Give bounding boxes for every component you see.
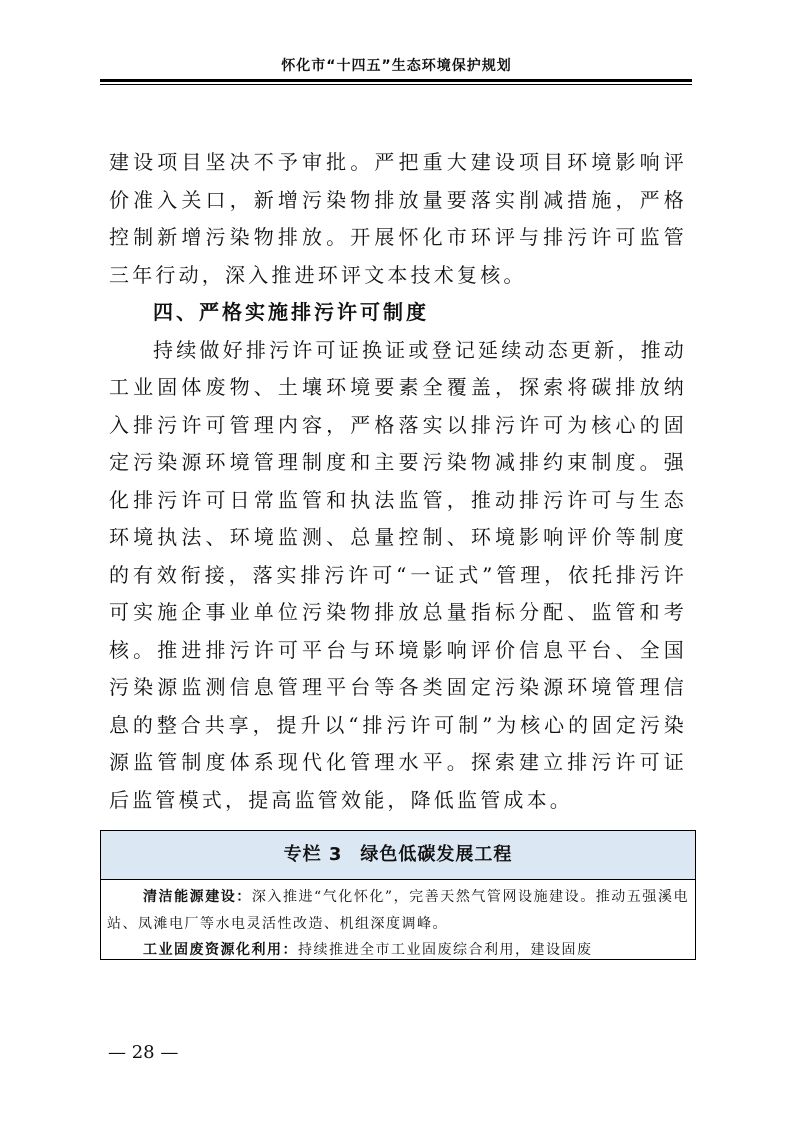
box-item-1-text: 深入推进“气化怀化”，完善天然气管网设施建设。推动五强溪电站、凤滩电厂等水电灵活性改造、机组深度调峰。: [107, 889, 689, 932]
body-paragraph-2: 持续做好排污许可证换证或登记延续动态更新，推动工业固体废物、土壤环境要素全覆盖，探索将碳排放纳入排污许可管理内容，严格落实以排污许可为核心的固定污染源环境管理制度和主要污染物减排约束制度。强化排污许可日常监管和执法监管，推动排污许可与生态环境执法、环境监测、总量控制、环境影响评价等制度的有效衔接，落实排污许可“一证式”管理，依托排污许可实施企事业单位污染物排放总量指标分配、监管和考核。推进排污许可平台与环境影响评价信息平台、全国污染源监测信息管理平台等各类固定污染源环境管理信息的整合共享，提升以“排污许可制”为核心的固定污染源监管制度体系现代化管理水平。探索建立排污许可证后监管模式，提高监管效能，降低监管成本。: [109, 337, 687, 812]
running-header-title: 怀化市“十四五”生态环境保护规划: [281, 58, 512, 74]
box-body: [101, 880, 695, 964]
sidebar-box: [100, 830, 696, 960]
main-content: [109, 144, 687, 819]
box-item-1-label: 清洁能源建设：: [143, 889, 252, 905]
box-item-1: [107, 884, 689, 937]
body-paragraph-1: 建设项目坚决不予审批。严把重大建设项目环境影响评价准入关口，新增污染物排放量要落实削减措施，严格控制新增污染物排放。开展怀化市环评与排污许可监管三年行动，深入推进环评文本技术复核。: [109, 150, 687, 287]
box-item-2-label: 工业固废资源化利用：: [143, 942, 298, 958]
box-item-2: [107, 937, 689, 964]
box-item-2-text: 持续推进全市工业固废综合利用，建设固废: [298, 942, 593, 958]
box-heading: 绿色低碳发展工程: [360, 844, 513, 865]
box-title: [101, 831, 695, 880]
page-number: — 28 —: [108, 1042, 179, 1063]
section-heading: 四、严格实施排污许可制度: [153, 300, 429, 324]
header-rule-thin: [100, 84, 692, 85]
header-rule-thick: [100, 79, 692, 82]
box-label: 专栏 3: [283, 844, 343, 865]
